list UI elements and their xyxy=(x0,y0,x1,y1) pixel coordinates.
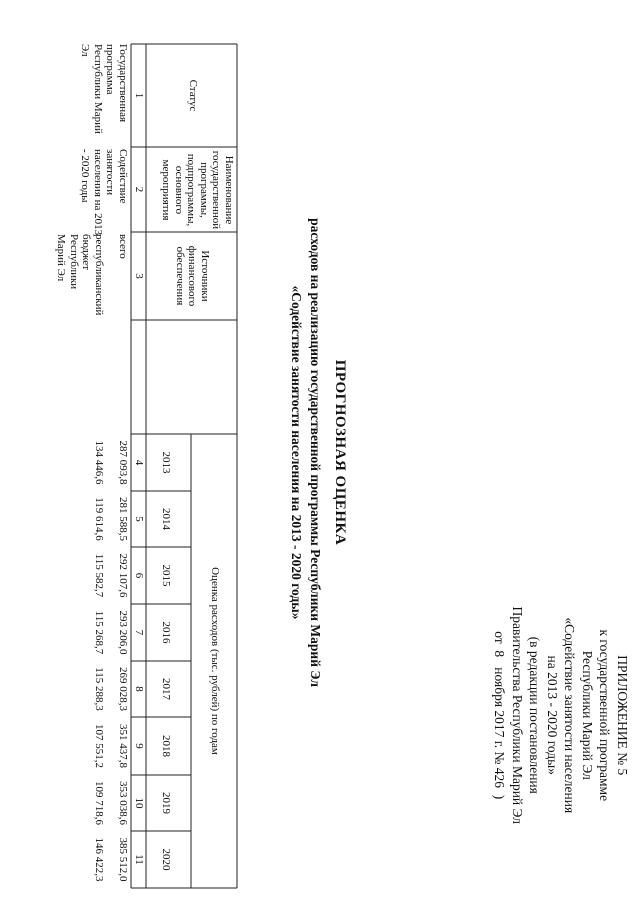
appendix-line: (в редакции постановления xyxy=(527,636,543,794)
cell-total-2016: 293 206,0 xyxy=(117,610,129,655)
col-number: 4 xyxy=(133,459,145,466)
col-number: 7 xyxy=(133,629,145,636)
cell-regional-2016: 115 268,7 xyxy=(93,610,105,655)
col-number: 5 xyxy=(133,516,145,522)
cell-regional-2015: 115 582,7 xyxy=(93,553,105,598)
cell-total-2013: 287 093,8 xyxy=(117,440,129,485)
document-subtitle-program: «Содействие занятости населения на 2013 - 2020 годы» xyxy=(289,285,304,620)
col-number: 3 xyxy=(133,273,145,279)
appendix-line: к государственной программе xyxy=(597,629,613,802)
col-number: 9 xyxy=(133,743,145,749)
appendix-line: Правительства Республики Марий Эл xyxy=(510,606,525,824)
cell-regional-2014: 119 614,6 xyxy=(93,497,105,541)
cell-total-2020: 385 512,0 xyxy=(117,837,129,882)
document-subtitle: расходов на реализацию государственной программы Республики Марий Эл xyxy=(308,218,323,687)
row-name: Содействие занятости населения на 2013 - 2020 годы xyxy=(79,149,129,236)
cell-total-2019: 353 038,6 xyxy=(117,781,129,825)
row-source-total: всего xyxy=(117,234,129,259)
header-estimate: Оценка расходов (тыс. рублей) по годам xyxy=(209,567,221,755)
col-number: 11 xyxy=(133,854,145,865)
year-header-2015: 2015 xyxy=(160,564,172,587)
cell-total-2018: 351 437,8 xyxy=(117,724,129,768)
cell-total-2017: 269 028,3 xyxy=(117,667,129,711)
row-status: Государственная программа Республики Марий Эл xyxy=(79,44,129,134)
row-source-regional: республиканский бюджет Республики Марий Эл xyxy=(55,234,105,316)
cell-regional-2018: 107 551,2 xyxy=(93,724,105,768)
appendix-line: от 8 ноября 2017 г. № 426 ) xyxy=(492,631,508,800)
cell-regional-2019: 109 718,6 xyxy=(93,781,105,825)
cell-regional-2013: 134 446,6 xyxy=(93,440,105,485)
col-number: 10 xyxy=(133,797,145,809)
header-source: Источники финансового обеспечения xyxy=(174,245,211,307)
col-number: 1 xyxy=(133,92,145,99)
appendix-line: Республики Марий Эл xyxy=(580,650,595,780)
cell-total-2014: 281 588,5 xyxy=(117,497,129,541)
appendix-line: «Содействие занятости населения xyxy=(562,617,578,814)
year-header-2016: 2016 xyxy=(160,621,172,644)
year-header-2014: 2014 xyxy=(160,508,172,530)
appendix-line: на 2013 - 2020 годы» xyxy=(545,655,560,775)
cell-total-2015: 292 107,6 xyxy=(117,553,129,598)
year-header-2019: 2019 xyxy=(160,792,172,814)
col-number: 6 xyxy=(133,572,145,579)
cell-regional-2020: 146 422,3 xyxy=(93,837,105,882)
year-header-2017: 2017 xyxy=(160,678,172,700)
appendix-line: ПРИЛОЖЕНИЕ № 5 xyxy=(615,655,630,776)
cell-regional-2017: 115 288,3 xyxy=(93,667,105,711)
year-header-2020: 2020 xyxy=(160,848,172,871)
year-header-2013: 2013 xyxy=(160,451,172,474)
year-header-2018: 2018 xyxy=(160,735,172,757)
header-name: Наименование государственной программы, подпрограммы, основного мероприятия xyxy=(160,150,235,230)
col-number: 2 xyxy=(133,186,145,193)
col-number: 8 xyxy=(133,686,145,692)
document-title: ПРОГНОЗНАЯ ОЦЕНКА xyxy=(332,359,348,546)
header-status: Статус xyxy=(187,79,199,112)
